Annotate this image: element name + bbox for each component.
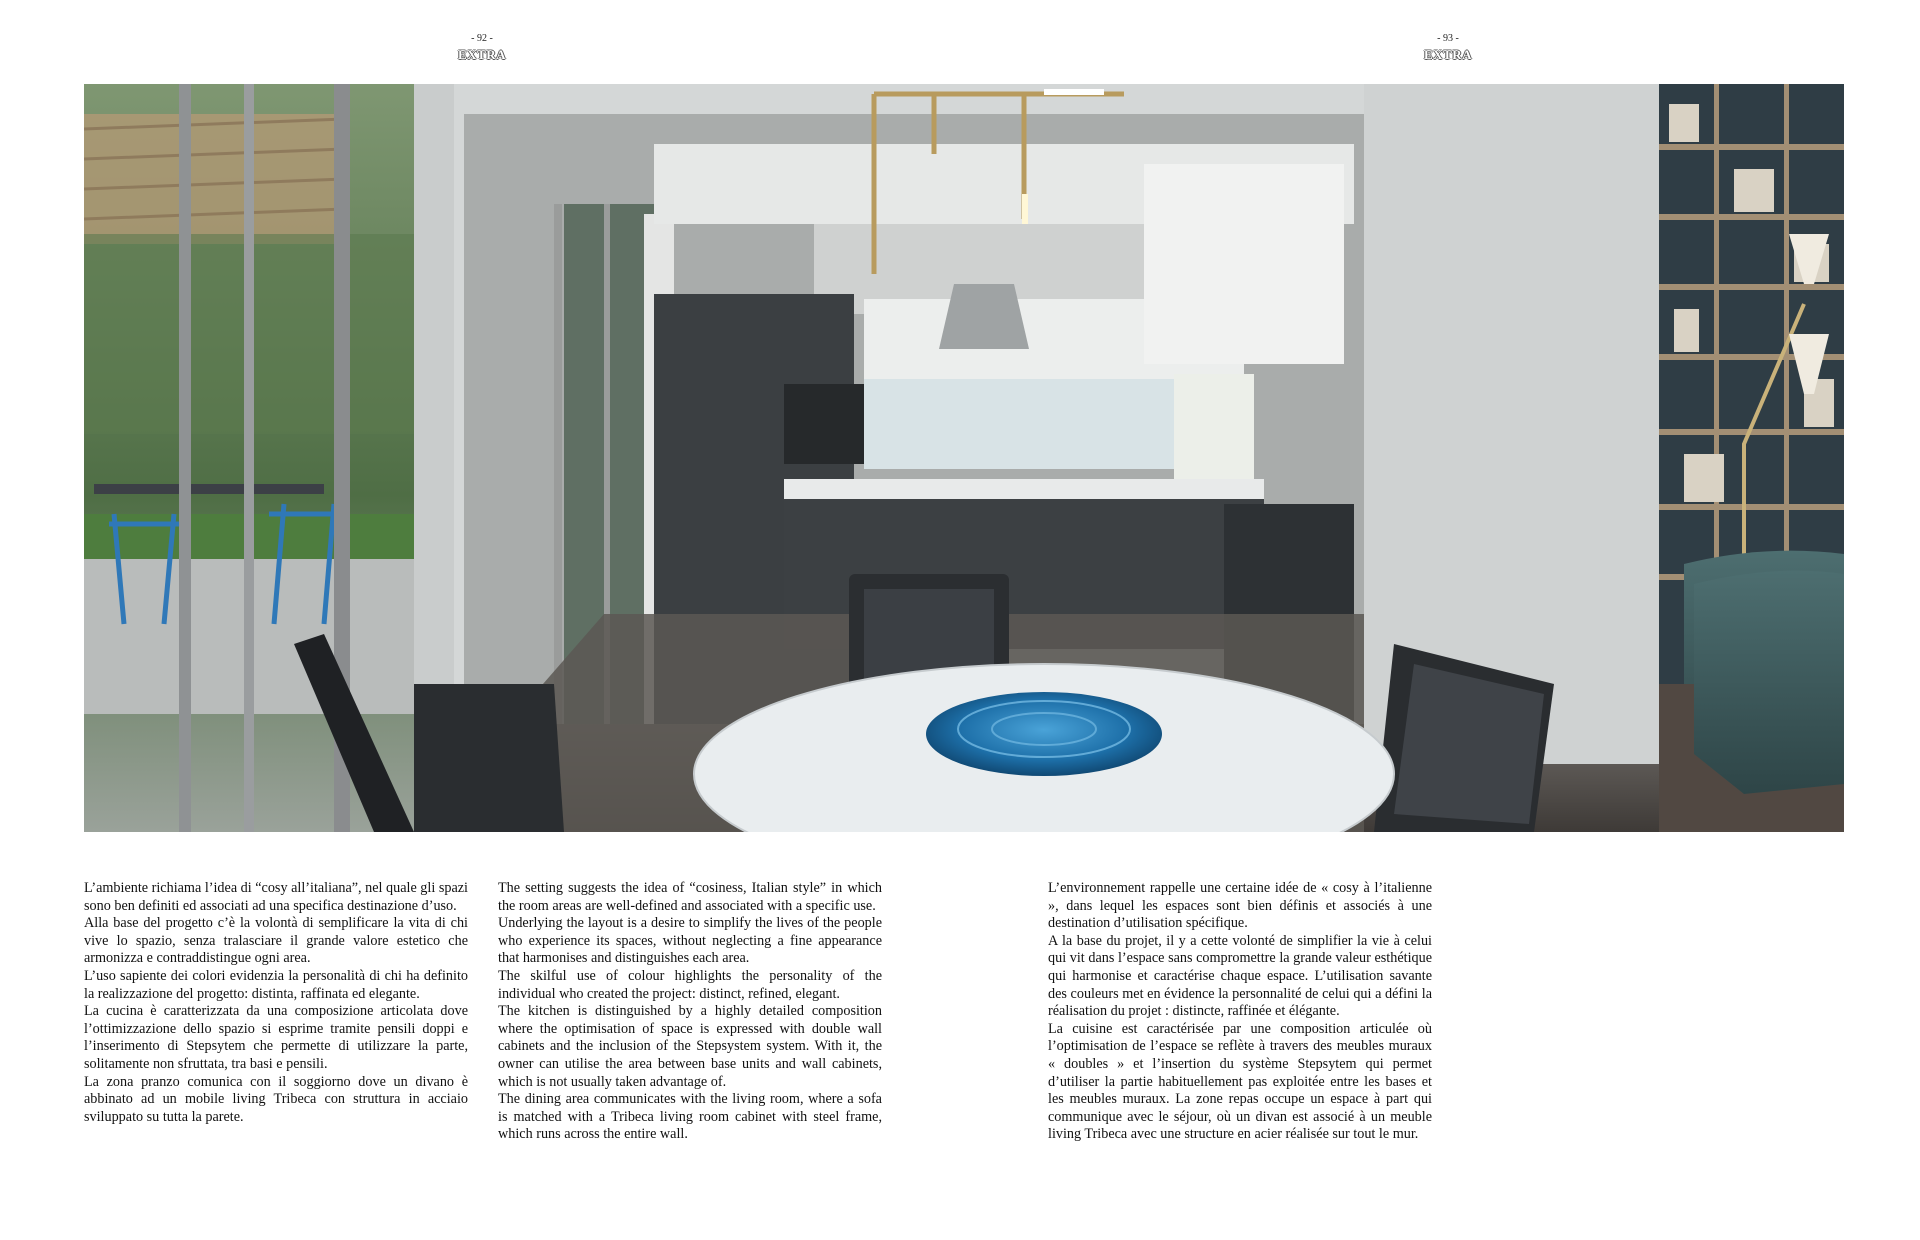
paragraph: L’uso sapiente dei colori evidenzia la personalità di chi ha definito la realizzazione del progetto: distinta, raffinata ed elegante. <box>84 967 468 1002</box>
paragraph: The setting suggests the idea of “cosiness, Italian style” in which the room areas are well-defined and associated with a specific use. <box>498 880 882 914</box>
page-number-right: - 93 - <box>1437 33 1459 44</box>
paragraph: L’environnement rappelle une certaine idée de « cosy à l’italienne », dans lequel les espaces sont bien définis et associés à une destination d’utilisation spécifique. <box>1048 880 1432 932</box>
paragraph: The skilful use of colour highlights the personality of the individual who created the project: distinct, refined, elegant. <box>498 967 882 1002</box>
english-text-column <box>498 880 882 1144</box>
page-number-left: - 92 - <box>471 33 493 44</box>
paragraph: A la base du projet, il y a cette volonté de simplifier la vie à celui qui vit dans l’espace sans compromettre la grande valeur esthétique qui harmonise et caractérise chaque espace. L’utilisation savante des couleurs met en évidence la personnalité de celui qui a défini la réalisation du projet : distincte, raffinée et élégante. <box>1048 932 1432 1020</box>
paragraph: La cucina è caratterizzata da una composizione articolata dove l’ottimizzazione dello spazio si esprime tramite pensili doppi e l’inserimento di Stepsytem che permette di utilizzare la parte, solitamente non sfruttata, tra basi e pensili. <box>84 1003 468 1072</box>
folio-left <box>422 33 542 63</box>
interior-photo <box>84 84 1844 832</box>
french-text-column <box>1048 880 1432 1144</box>
folio-right <box>1388 33 1508 63</box>
paragraph: L’ambiente richiama l’idea di “cosy all’italiana”, nel quale gli spazi sono ben definiti ed associati ad una specifica destinazione d’uso. <box>84 880 468 914</box>
paragraph: La cuisine est caractérisée par une composition articulée où l’optimisation de l’espace se reflète à travers des meubles muraux « doubles » et l’insertion du système Stepsytem qui permet d’utiliser la partie habituellement pas exploitée entre les bases et les meubles muraux. La zone repas occupe un espace à part qui communique avec le séjour, où un divan est associé à un meuble living Tribeca avec une structure en acier réalisée sur tout le mur. <box>1048 1020 1432 1143</box>
section-label-left: EXTRA <box>457 47 506 62</box>
paragraph: Alla base del progetto c’è la volontà di semplificare la vita di chi vive lo spazio, senza tralasciare il grande valore estetico che armonizza e contraddistingue ogni area. <box>84 915 468 967</box>
paragraph: La zona pranzo comunica con il soggiorno dove un divano è abbinato ad un mobile living Tribeca con struttura in acciaio sviluppato su tutta la parete. <box>84 1073 468 1125</box>
paragraph: The dining area communicates with the living room, where a sofa is matched with a Tribeca living room cabinet with steel frame, which runs across the entire wall. <box>498 1091 882 1143</box>
italian-text-column <box>84 880 468 1126</box>
section-label-right: EXTRA <box>1423 47 1472 62</box>
paragraph: Underlying the layout is a desire to simplify the lives of the people who experience its spaces, without neglecting a fine appearance that harmonises and distinguishes each area. <box>498 915 882 967</box>
paragraph: The kitchen is distinguished by a highly detailed composition where the optimisation of space is expressed with double wall cabinets and the inclusion of the Stepsystem system. With it, the owner can utilise the area between base units and wall cabinets, which is not usually taken advantage of. <box>498 1003 882 1090</box>
